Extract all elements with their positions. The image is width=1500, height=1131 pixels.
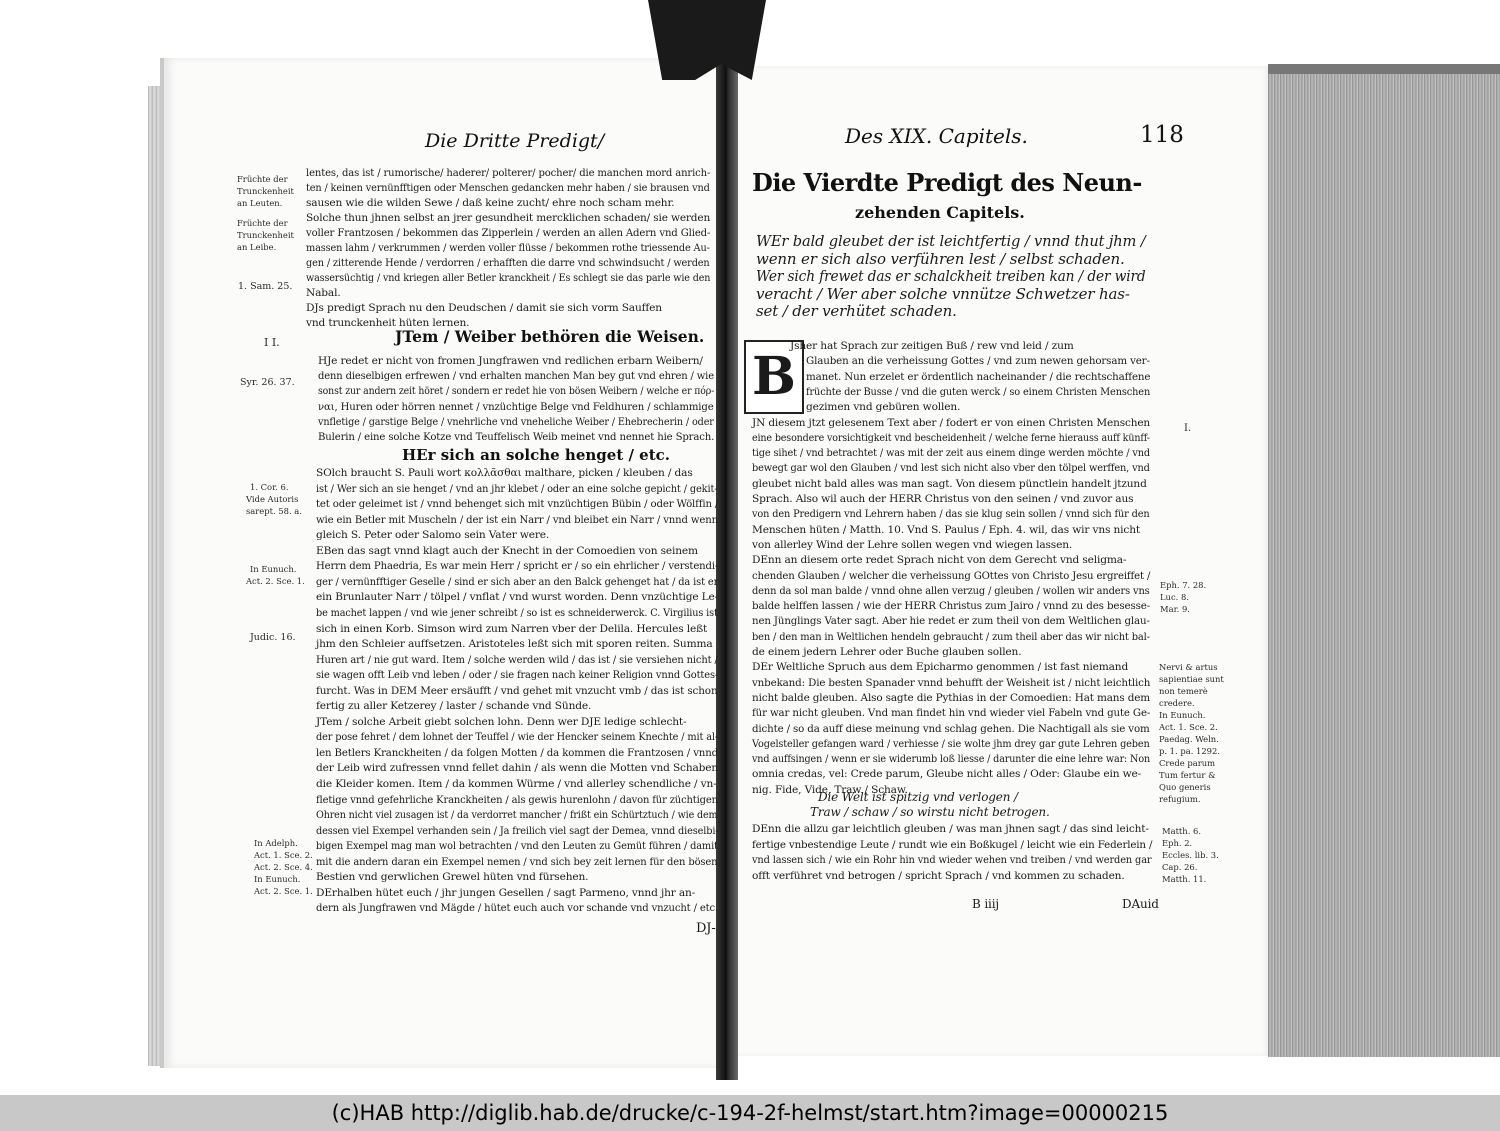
text-line: Wer sich frewet das er schalckheit treiben kan / der wird xyxy=(756,267,1146,285)
text-line: lentes, das ist / rumorische/ haderer/ polterer/ pocher/ die manchen mord anrich- xyxy=(306,167,711,179)
margin-note: an Leuten. xyxy=(237,198,283,208)
margin-note: 1. Cor. 6. xyxy=(250,482,289,492)
margin-note: In Eunuch. xyxy=(254,874,301,884)
left-heading-weiber: JTem / Weiber bethören die Weisen. xyxy=(395,327,705,346)
text-line: JN diesem jtzt gelesenem Text aber / fodert er von einen Christen Menschen xyxy=(752,416,1151,429)
text-line: die Kleider komen. Item / da kommen Würme / vnd allerley schendliche / vn- xyxy=(316,778,717,790)
text-line: mit die andern daran ein Exempel nemen / vnd sich bey zeit lernen für den bösen xyxy=(316,855,718,868)
text-line: fertige vnbestendige Leute / rundt wie ein Boßkugel / leicht wie ein Federlein / xyxy=(752,838,1153,851)
text-line: DErhalben hütet euch / jhr jungen Gesellen / sagt Parmeno, vnnd jhr an- xyxy=(316,886,696,899)
text-line: massen lahm / verkrummen / werden voller flüsse / bekommen rothe triessende Au- xyxy=(306,242,710,254)
text-line: vnd auffsingen / wenn er sie widerumb loß liesse / darunter die eine lehre war: Non xyxy=(752,753,1151,766)
text-line: Vogelsteller gefangen ward / verhiesse / sie wolte jhm drey gar gute Lehren geben xyxy=(752,737,1150,750)
text-line: gen / zitterende Hende / verdorren / erhafften die darre vnd schwindsucht / werden xyxy=(306,257,710,269)
margin-note: p. 1. pa. 1292. xyxy=(1159,746,1220,756)
text-line: gleich S. Peter oder Salomo sein Vater were. xyxy=(316,529,550,542)
margin-note: I. xyxy=(1184,423,1192,434)
margin-note: Paedag. Weln. xyxy=(1159,734,1219,744)
margin-note: I I. xyxy=(264,336,280,349)
margin-note: Eccles. lib. 3. xyxy=(1162,850,1219,860)
right-running-header: Des XIX. Capitels. xyxy=(845,124,1028,148)
book-gutter xyxy=(716,40,738,1080)
text-line: Bulerin / eine solche Kotze vnd Teuffelisch Weib meinet vnd nennet hie Sprach. xyxy=(318,431,715,443)
text-line: vnbekand: Die besten Spanader vnnd behufft der Weisheit ist / nicht leichtlich xyxy=(752,676,1151,689)
text-line: nen Jünglings Vater sagt. Aber hie redet er zum theil von dem Weltlichen glau- xyxy=(752,615,1150,628)
text-line: dichte / so da auff diese meinung vnd schlag gehen. Die Nachtigall als sie vom xyxy=(752,722,1150,735)
text-line: DEr Weltliche Spruch aus dem Epicharmo genommen / ist fast niemand xyxy=(752,661,1129,674)
margin-note: Trunckenheit xyxy=(237,230,294,240)
text-line: denn dieselbigen erfrewen / vnd erhalten manchen Man bey gut vnd ehren / wie xyxy=(318,370,714,383)
margin-note: sarept. 58. a. xyxy=(246,506,302,516)
text-line: DEnn an diesem orte redet Sprach nicht von dem Gerecht vnd seligma- xyxy=(752,554,1127,567)
margin-note: Tum fertur & xyxy=(1159,770,1216,780)
text-line: veracht / Wer aber solche vnnütze Schwetzer has- xyxy=(756,284,1130,303)
text-line: fletige vnnd gefehrliche Kranckheiten / als gewis hurenlohn / davon für züchtigen xyxy=(316,793,718,806)
book-fore-edge-top xyxy=(1268,64,1500,74)
text-line: ναι, Huren oder hörren nennet / vnzüchtige Belge vnd Feldhuren / schlammige xyxy=(318,400,714,413)
text-line: vnfletige / garstige Belge / vnehrliche vnd vneheliche Weiber / Ehebrecherin / oder xyxy=(318,415,714,428)
text-line: omnia credas, vel: Crede parum, Gleube nicht alles / Oder: Glaube ein we- xyxy=(752,768,1142,781)
margin-note: Syr. 26. 37. xyxy=(240,377,295,388)
margin-note: Früchte der xyxy=(237,174,288,184)
margin-note: Quo generis xyxy=(1159,782,1211,792)
text-line: wenn er sich also verführen lest / selbst schaden. xyxy=(756,249,1125,268)
text-line: sie wagen offt Leib vnd leben / oder / sie fragen nach keiner Religion vnnd Gottes- xyxy=(316,669,719,682)
text-line: dern als Jungfrawen vnd Mägde / hütet euch auch vor schande vnd vnzucht / etc. xyxy=(316,902,719,915)
margin-note: Crede parum xyxy=(1159,758,1216,768)
text-line: chenden Glauben / welcher die verheissung GOttes von Christo Jesu ergreiffet / xyxy=(752,569,1151,582)
text-line: manet. Nun erzelet er ördentlich nacheinander / die rechtschaffene xyxy=(806,370,1151,383)
margin-note: Matth. 11. xyxy=(1162,874,1207,884)
text-line: Sprach. Also wil auch der HERR Christus von den seinen / vnd zuvor aus xyxy=(752,493,1134,505)
text-line: nig. Fide, Vide, Traw / Schaw. xyxy=(752,783,908,796)
text-line: Menschen hüten / Matth. 10. Vnd S. Paulus / Eph. 4. wil, das wir vns nicht xyxy=(752,523,1140,536)
decorated-initial: B xyxy=(744,340,804,414)
text-line: jhm den Schleier auffsetzen. Aristoteles leßt sich mit sporen reiten. Summa xyxy=(316,638,713,651)
text-line: nicht balde gleuben. Also sagte die Pythias in der Comoedien: Hat mans dem xyxy=(752,691,1151,704)
margin-note: refugium. xyxy=(1159,794,1201,804)
text-line: für war nicht gleuben. Vnd man findet hin vnd wieder viel Fabeln vnd gute Ge- xyxy=(752,707,1151,720)
text-line: dessen viel Exempel verhanden sein / Ja freilich viel sagt der Demea, vnnd dieselbi- xyxy=(316,824,719,837)
text-line: balde helffen lassen / wie der HERR Christus zum Jairo / vnnd zu des besesse- xyxy=(752,600,1151,613)
margin-note: Judic. 16. xyxy=(250,632,296,643)
margin-note: an Leibe. xyxy=(237,242,277,252)
left-heading-henget: HEr sich an solche henget / etc. xyxy=(402,446,671,464)
margin-note: In Eunuch. xyxy=(250,564,297,574)
margin-note: In Eunuch. xyxy=(1159,710,1206,720)
text-line: bewegt gar wol den Glauben / vnd lest sich nicht also vber den tölpel werffen, vnd xyxy=(752,462,1150,475)
text-line: fertig zu aller Ketzerey / laster / schande vnd Sünde. xyxy=(316,700,592,713)
rhyme-line-1: Die Welt ist spitzig vnd verlogen / xyxy=(818,790,1018,804)
text-line: EBen das sagt vnnd klagt auch der Knecht in der Comoedien von seinem xyxy=(316,544,698,557)
sermon-subtitle: zehenden Capitels. xyxy=(855,203,1025,222)
margin-note: Nervi & artus xyxy=(1159,662,1218,672)
sermon-title: Die Vierdte Predigt des Neun- xyxy=(752,168,1142,197)
text-line: Ohren nicht viel zusagen ist / da verdorret mancher / frißt ein Schürtztuch / wie dem xyxy=(316,809,718,822)
text-line: SOlch braucht S. Pauli wort κολλᾶσθαι malthare, picken / kleuben / das xyxy=(316,467,693,479)
text-line: ten / keinen vernünfftigen oder Menschen gedancken mehr haben / sie brausen vnd xyxy=(306,182,710,194)
left-running-header: Die Dritte Predigt/ xyxy=(425,130,605,152)
text-line: Bestien vnd gerwlichen Grewel hüten vnd fürsehen. xyxy=(316,871,589,884)
text-line: der Leib wird zufressen vnnd fellet dahin / als wenn die Motten vnd Schaben xyxy=(316,762,719,775)
text-line: Solche thun jhnen selbst an jrer gesundheit mercklichen schaden/ sie werden xyxy=(306,212,711,224)
margin-note: credere. xyxy=(1159,698,1195,708)
margin-note: Eph. 2. xyxy=(1162,838,1193,848)
margin-note: In Adelph. xyxy=(254,838,298,848)
margin-note: Mar. 9. xyxy=(1160,604,1190,614)
copyright-footer: (c)HAB http://diglib.hab.de/drucke/c-194-2f-helmst/start.htm?image=00000215 xyxy=(0,1095,1500,1131)
text-line: JTem / solche Arbeit giebt solchen lohn. Denn wer DJE ledige schlecht- xyxy=(316,715,687,728)
bookmark-ribbon xyxy=(648,0,766,80)
text-line: voller Frantzosen / bekommen das Zipperlein / werden an allen Adern vnd Glied- xyxy=(306,227,711,239)
margin-note: Luc. 8. xyxy=(1160,592,1189,602)
margin-note: sapientiae sunt xyxy=(1159,674,1224,684)
text-line: denn da sol man balde / vnnd ohne allen verzug / gleuben / wollen wir anders vns xyxy=(752,584,1150,597)
margin-note: Act. 1. Sce. 2. xyxy=(1159,722,1218,732)
text-line: set / der verhütet schaden. xyxy=(756,302,957,320)
text-line: wassersüchtig / vnd kriegen aller Betler kranckheit / Es schlegt sie das parle wie den xyxy=(306,272,711,284)
text-line: offt verführet vnd betrogen / spricht Sprach / vnd kommen zu schaden. xyxy=(752,869,1125,882)
text-line: ben / den man in Weltlichen hendeln gebraucht / zum theil aber das wir nicht bal- xyxy=(752,630,1150,643)
text-line: früchte der Busse / vnd die guten werck / so einem Christen Menschen xyxy=(806,385,1151,398)
text-line: von den Predigern vnd Lehrern haben / das sie klug sein sollen / vnnd sich für den xyxy=(752,508,1150,521)
text-line: Herrn dem Phaedria, Es war mein Herr / spricht er / so ein ehrlicher / verstendi- xyxy=(316,560,719,573)
text-line: sonst zur andern zeit höret / sondern er redet hie von bösen Weibern / welche er πόρ- xyxy=(318,385,715,398)
margin-note: non temerè xyxy=(1159,686,1208,696)
margin-note: Vide Autoris xyxy=(246,494,299,504)
left-catchword: DJ- xyxy=(696,921,716,936)
text-line: eine besondere vorsichtigkeit vnd bescheidenheit / welche ferne hierauss auff künff- xyxy=(752,431,1150,444)
text-line: WEr bald gleubet der ist leichtfertig / vnnd thut jhm / xyxy=(756,232,1146,250)
margin-note: Cap. 26. xyxy=(1162,862,1198,872)
text-line: ein Brunlauter Narr / tölpel / vnflat / vnd wurst worden. Denn vnzüchtige Le- xyxy=(316,591,719,604)
rhyme-line-2: Traw / schaw / so wirstu nicht betrogen. xyxy=(810,805,1050,819)
right-catchword: DAuid xyxy=(1122,897,1159,911)
text-line: ger / vernünfftiger Geselle / sind er sich aber an den Balck gehenget hat / da ist er xyxy=(316,575,719,588)
text-line: vnd trunckenheit hüten lernen. xyxy=(306,317,470,329)
book-fore-edge xyxy=(1268,64,1500,1057)
text-line: vnd lassen sich / wie ein Rohr hin vnd wieder wehen vnd treiben / vnd werden gar xyxy=(752,854,1152,866)
text-line: von allerley Wind der Lehre sollen wegen vnd wiegen lassen. xyxy=(752,538,1073,551)
text-line: der pose fehret / dem lohnet der Teuffel / wie der Hencker seinem Knechte / mit al- xyxy=(316,731,719,744)
text-line: sich in einen Korb. Simson wird zum Narren vber der Delila. Hercules leßt xyxy=(316,622,708,635)
text-line: sausen wie die wilden Sewe / daß keine zucht/ ehre noch scham mehr. xyxy=(306,197,675,209)
text-line: de einem jedern Lehrer oder Buche glauben sollen. xyxy=(752,646,1022,658)
text-line: DEnn die allzu gar leichtlich gleuben / was man jhnen sagt / das sind leicht- xyxy=(752,823,1149,835)
text-line: gezimen vnd gebüren wollen. xyxy=(806,401,961,414)
text-line: DJs predigt Sprach nu den Deudschen / damit sie sich vorm Sauffen xyxy=(306,302,662,314)
margin-note: Eph. 7. 28. xyxy=(1160,580,1207,590)
text-line: ist / Wer sich an sie henget / vnd an jhr klebet / oder an eine solche gepicht / gekit- xyxy=(316,482,718,495)
text-line: Glauben an die verheissung Gottes / vnd zum newen gehorsam ver- xyxy=(806,355,1150,368)
text-line: len Betlers Kranckheiten / da folgen Motten / da kommen die Frantzosen / vnnd xyxy=(316,746,719,759)
margin-note: Matth. 6. xyxy=(1162,826,1202,836)
text-line: HJe redet er nicht von fromen Jungfrawen vnd redlichen erbarn Weibern/ xyxy=(318,355,703,367)
text-line: wie ein Betler mit Muscheln / der ist ein Narr / vnd bleibet ein Narr / vnnd wenn xyxy=(316,513,718,526)
margin-note: Act. 2. Sce. 1. xyxy=(254,886,313,896)
text-line: furcht. Was in DEM Meer ersäufft / vnd gehet mit vnzucht vmb / das ist schon xyxy=(316,684,718,697)
text-line: gleubet nicht bald alles was man sagt. Von diesem pünctlein handelt jtzund xyxy=(752,477,1147,490)
folio-number: 118 xyxy=(1140,122,1184,148)
text-line: tige sihet / vnd betrachtet / was mit der zeit aus einem dinge werden möchte / vnd xyxy=(752,447,1150,460)
text-line: Huren art / nie gut ward. Item / solche werden wild / das ist / sie versiehen nicht / xyxy=(316,653,718,666)
margin-note: Act. 1. Sce. 2. xyxy=(254,850,313,860)
margin-note: Früchte der xyxy=(237,218,288,228)
text-line: Jsher hat Sprach zur zeitigen Buß / rew vnd leid / zum xyxy=(790,340,1074,352)
text-line: bigen Exempel mag man wol betrachten / vnd den Leuten zu Gemüt führen / damit xyxy=(316,840,718,853)
text-line: tet oder geleimet ist / vnnd behenget sich mit vnzüchtigen Bübin / oder Wölffin / xyxy=(316,498,719,511)
margin-note: Trunckenheit xyxy=(237,186,294,196)
text-line: be machet lappen / vnd wie jener schreibt / so ist es schneiderwerck. C. Virgilius ist xyxy=(316,606,718,619)
signature-mark: B iiij xyxy=(972,897,999,911)
margin-note: 1. Sam. 25. xyxy=(238,281,293,292)
margin-note: Act. 2. Sce. 1. xyxy=(246,576,305,586)
margin-note: Act. 2. Sce. 4. xyxy=(254,862,313,872)
text-line: Nabal. xyxy=(306,287,341,299)
